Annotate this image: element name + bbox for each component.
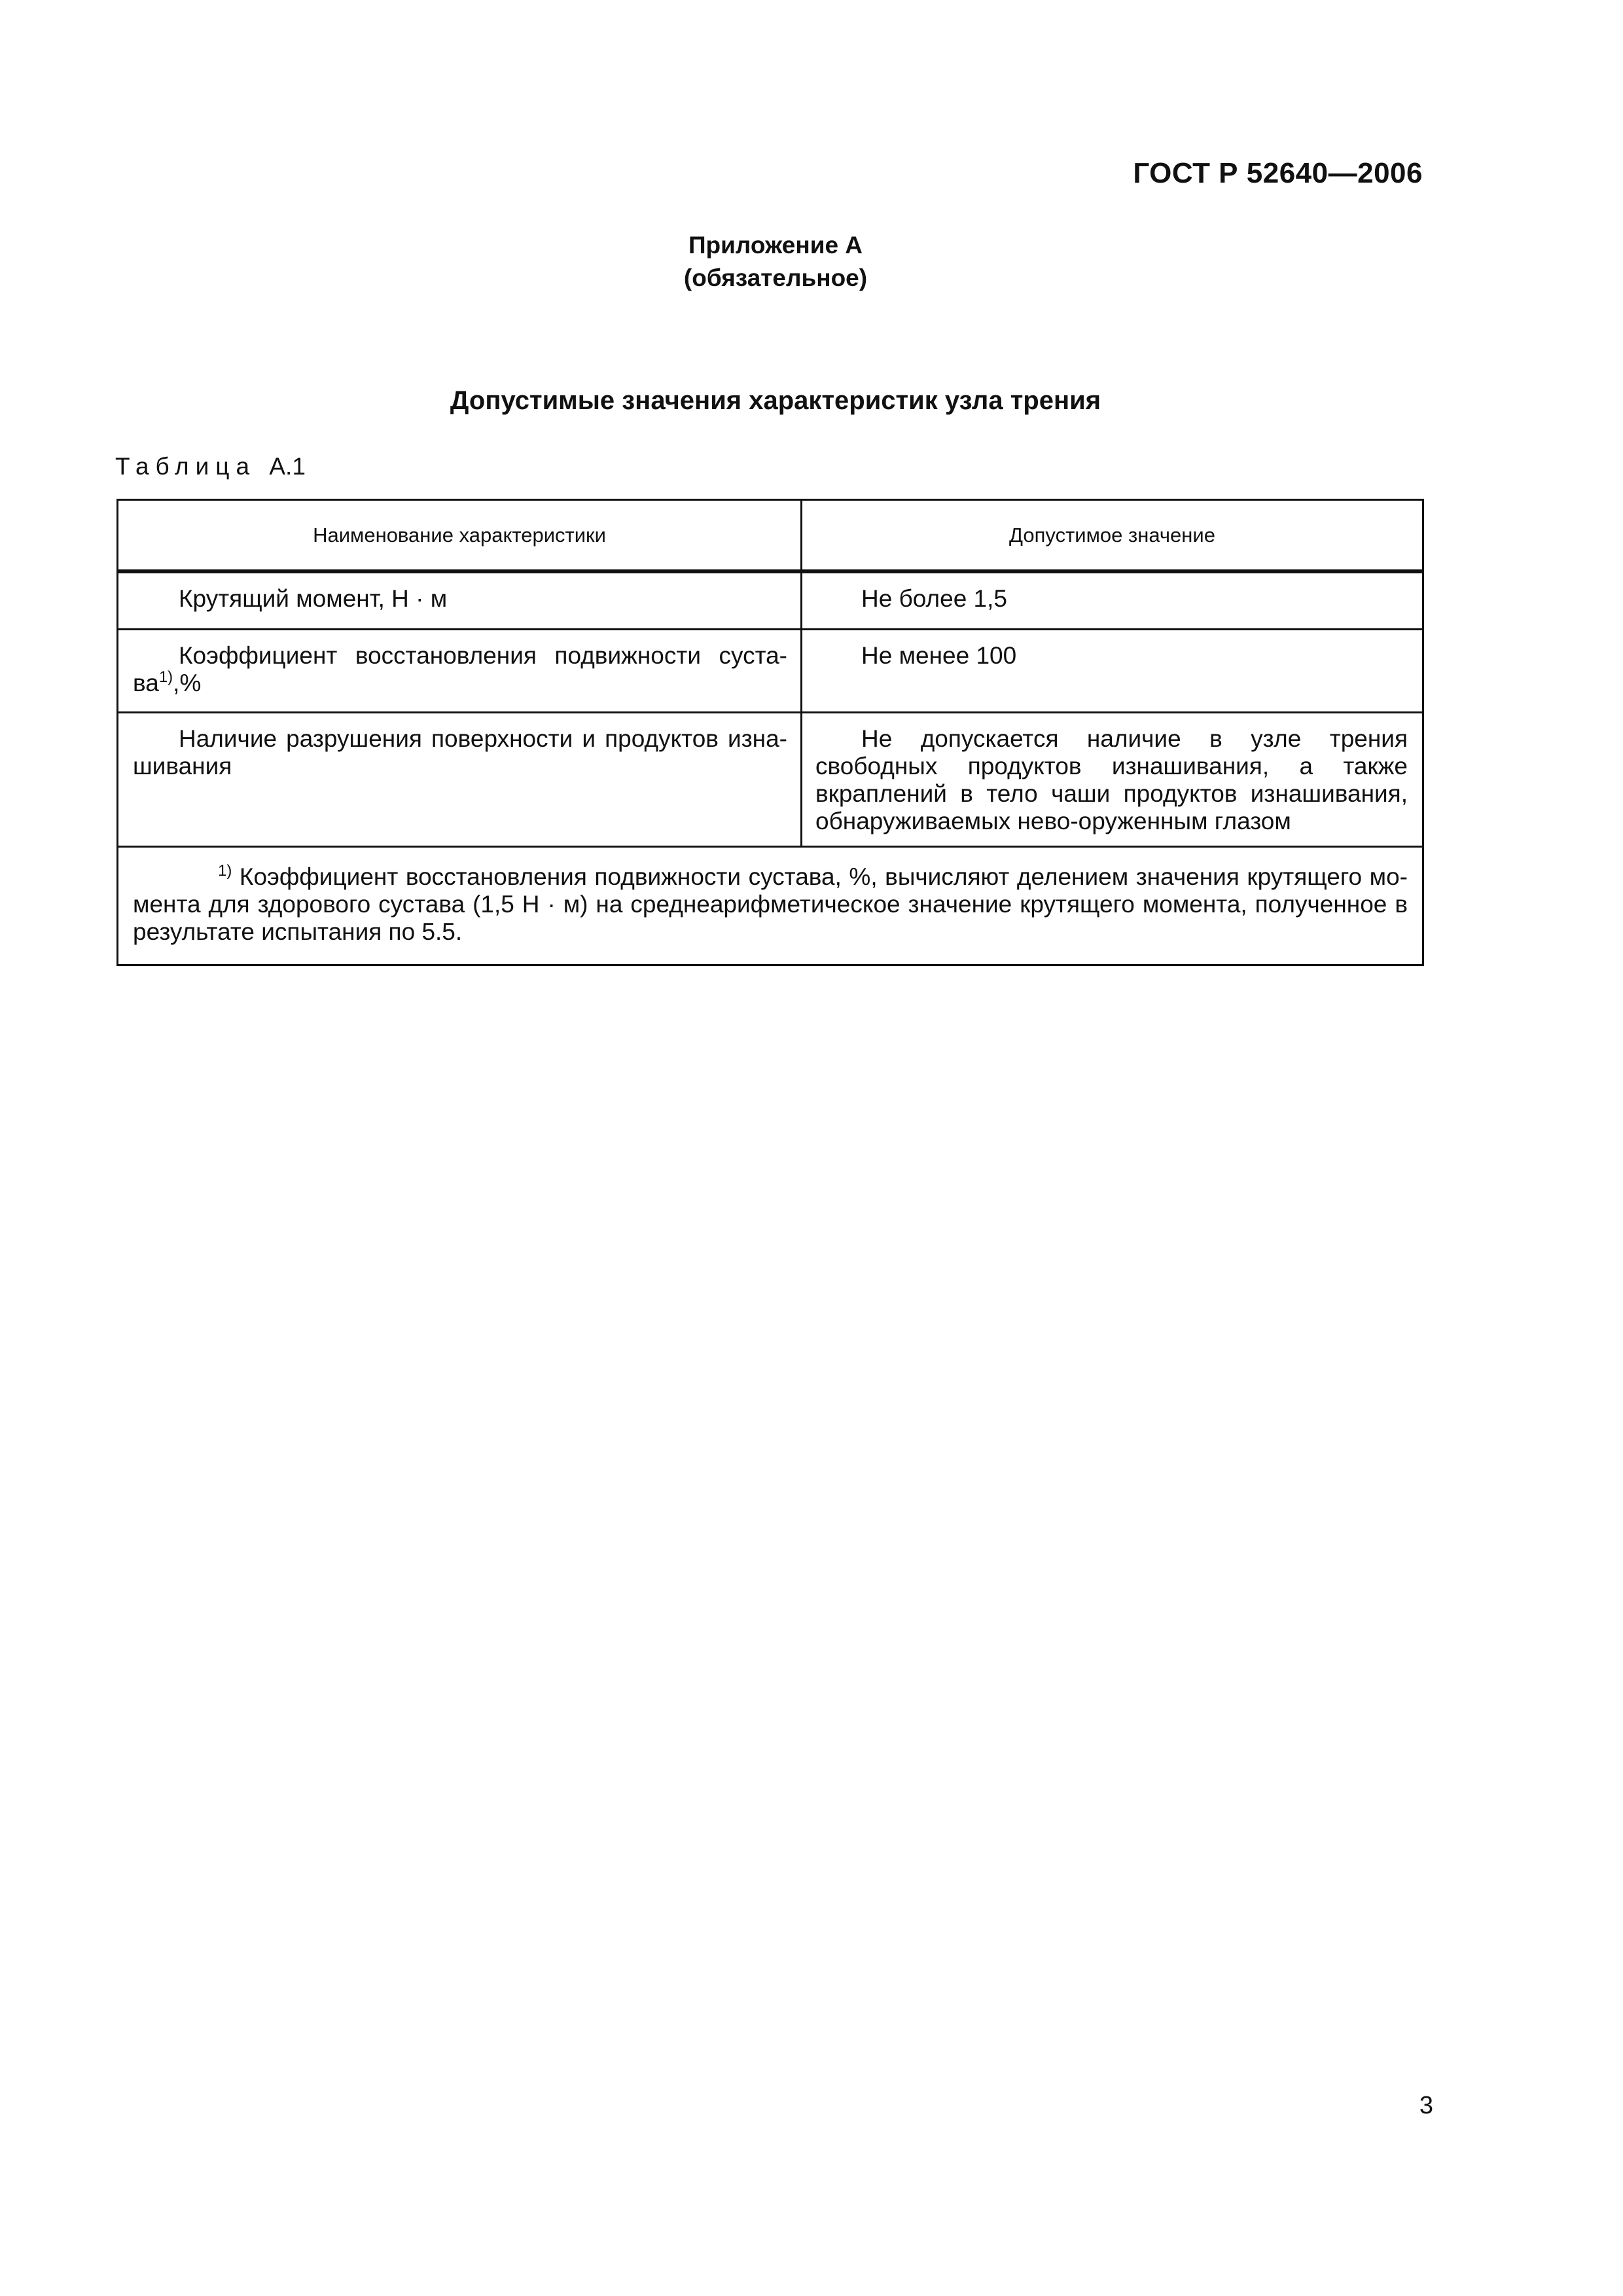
characteristic-value: Не менее 100 bbox=[802, 630, 1423, 713]
document-code: ГОСТ Р 52640—2006 bbox=[1133, 157, 1423, 189]
characteristic-name-unit: ,% bbox=[173, 670, 202, 696]
appendix-status: (обязательное) bbox=[683, 264, 868, 291]
footnote-marker: 1) bbox=[218, 862, 232, 880]
characteristic-name bbox=[118, 630, 802, 713]
column-header-name: Наименование характеристики bbox=[118, 500, 802, 572]
section-title: Допустимые значения характеристик узла трения bbox=[450, 386, 1101, 415]
footnote-row bbox=[118, 847, 1423, 965]
characteristic-name-text: Коэффициент восстановления подвижности суста-ва bbox=[133, 642, 787, 696]
table-header-row bbox=[118, 500, 1423, 572]
characteristic-name: Крутящий момент, Н · м bbox=[118, 571, 802, 630]
table-caption-word: Таблица bbox=[115, 453, 257, 480]
table-footnote bbox=[118, 847, 1423, 965]
column-header-value: Допустимое значение bbox=[802, 500, 1423, 572]
characteristics-table bbox=[116, 499, 1424, 966]
characteristic-name: Наличие разрушения поверхности и продуктов изна-шивания bbox=[118, 713, 802, 847]
table-row bbox=[118, 630, 1423, 713]
footnote-text: Коэффициент восстановления подвижности сустава, %, вычисляют делением значения крутящего мо-мента для здорового сустава (1,5 Н · м) на среднеарифметическое значение крутящего момента, полученное в результате испытания по 5.5. bbox=[133, 863, 1408, 945]
page-number: 3 bbox=[1419, 2092, 1433, 2119]
table-caption-number: А.1 bbox=[269, 453, 306, 480]
footnote-reference: 1) bbox=[158, 668, 173, 686]
characteristic-value: Не более 1,5 bbox=[802, 571, 1423, 630]
table-caption bbox=[115, 453, 306, 480]
characteristic-value: Не допускается наличие в узле трения свободных продуктов изнашивания, а также вкраплений в тело чаши продуктов изнашивания, обнаруживаемых нево-оруженным глазом bbox=[802, 713, 1423, 847]
appendix-heading bbox=[0, 229, 1551, 295]
table-row bbox=[118, 713, 1423, 847]
table-row bbox=[118, 571, 1423, 630]
appendix-title: Приложение А bbox=[688, 232, 863, 259]
